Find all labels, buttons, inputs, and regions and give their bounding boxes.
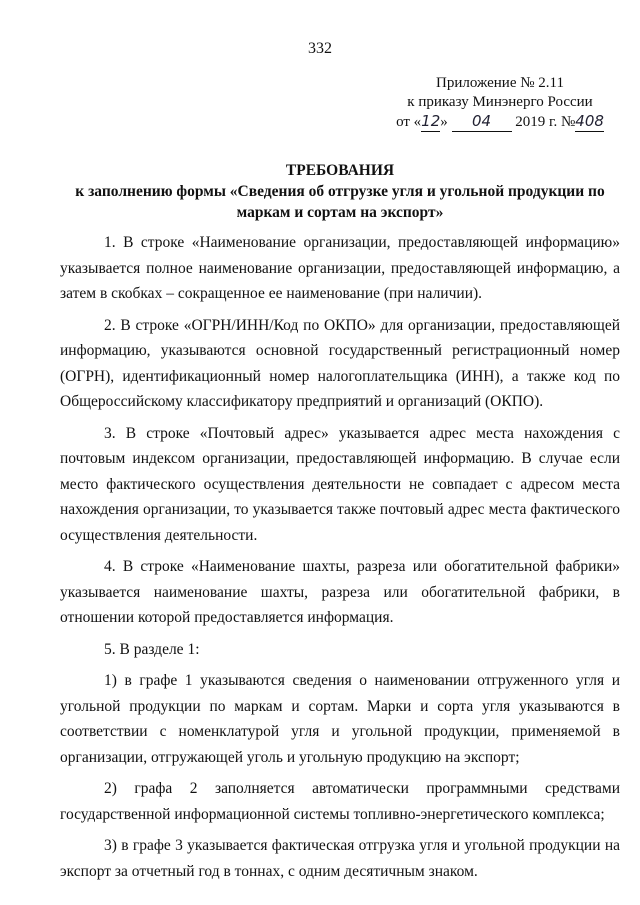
title-subheading: к заполнению формы «Сведения об отгрузке угля и угольной продукции по — [75, 183, 605, 200]
paragraph-1: 1. В строке «Наименование организации, предоставляющей информацию» указывается полное наименование организации, предоставляющей информацию, а затем в скобках – сокращенное ее наименование (при наличии). — [60, 234, 620, 302]
appendix-year: 2019 г. № — [515, 114, 576, 130]
handwritten-number: 408 — [575, 112, 604, 130]
paragraph-5-item-1: 1) в графе 1 указываются сведения о наименовании отгруженного угля и угольной продукции по маркам и сортам. Марки и сорта угля указываются в соответствии с номенклатурой угля и угольной продукции, применяемой в организации, отгружающей уголь и угольную продукцию на экспорт; — [60, 672, 620, 766]
paragraph-5-item-3: 3) в графе 3 указывается фактическая отгрузка угля и угольной продукции на экспорт за отчетный год в тоннах, с одним десятичным знаком. — [60, 837, 620, 880]
title-heading: ТРЕБОВАНИЯ — [285, 162, 395, 179]
appendix-header — [380, 74, 620, 132]
paragraph-4: 4. В строке «Наименование шахты, разреза или обогатительной фабрики» указывается наименование шахты, разреза или обогатительной фабрики, в отношении которой предоставляется информация. — [60, 558, 620, 626]
paragraph-3: 3. В строке «Почтовый адрес» указывается адрес места нахождения с почтовым индексом организации, предоставляющей информацию. В случае если место фактического осуществления деятельности не совпадает с адресом места нахождения организации, то указывается также почтовый адрес места фактического осуществления деятельности. — [60, 424, 620, 544]
handwritten-day: 12 — [421, 112, 441, 130]
appendix-from: от « — [396, 114, 422, 130]
title-subheading-cont: маркам и сортам на экспорт» — [236, 204, 444, 221]
paragraph-2: 2. В строке «ОГРН/ИНН/Код по ОКПО» для организации, предоставляющей информацию, указываются основной государственный регистрационный номер (ОГРН), идентификационный номер налогоплательщика (ИНН), а также код по Общероссийскому классификатору предприятий и организаций (ОКПО). — [60, 316, 620, 410]
paragraph-5: 5. В разделе 1: — [104, 640, 200, 658]
appendix-order-line: к приказу Минэнерго России — [407, 94, 593, 110]
document-body — [60, 230, 620, 890]
handwritten-month: 04 — [452, 112, 512, 132]
appendix-close-quote: » — [440, 114, 448, 130]
appendix-line: Приложение № 2.11 — [435, 75, 564, 91]
page-number: 332 — [308, 40, 332, 57]
appendix-date-line — [380, 112, 620, 132]
paragraph-5-item-2: 2) графа 2 заполняется автоматически программными средствами государственной информационной системы топливно-энергетического комплекса; — [60, 780, 620, 823]
document-title — [60, 160, 620, 223]
